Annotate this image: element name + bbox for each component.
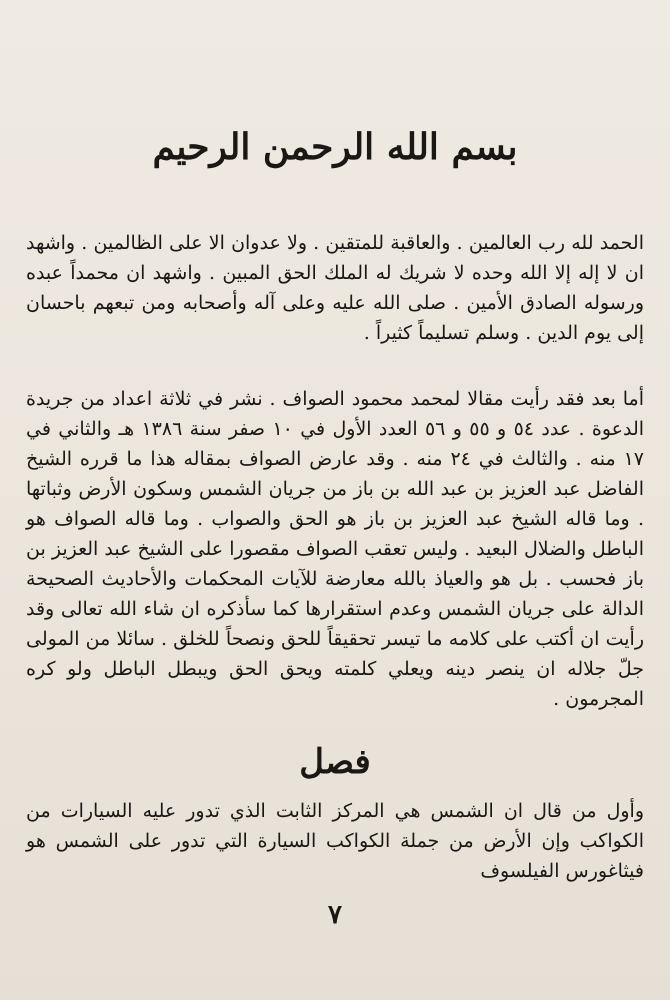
paragraph-section-start: وأول من قال ان الشمس هي المركز الثابت الذي تدور عليه السيارات من الكواكب وإن الأرض من جملة الكواكب السيارة التي تدور على الشمس هو فيثاغورس الفيلسوف	[26, 800, 644, 882]
section-heading: فصل	[299, 742, 371, 782]
paragraph-main-argument: أما بعد فقد رأيت مقالا لمحمد محمود الصواف . نشر في ثلاثة اعداد من جريدة الدعوة . عدد ٥٤ و ٥٥ و ٥٦ العدد الأول في ١٠ صفر سنة ١٣٨٦ هـ والثاني في ١٧ منه . والثالث في ٢٤ منه . وقد عارض الصواف بمقاله هذا ما قرره الشيخ الفاضل عبد العزيز بن عبد الله بن باز من جريان الشمس وسكون الأرض وثباتها . وما قاله الشيخ عبد العزيز بن باز هو الحق والصواب . وما قاله الصواف هو الباطل والضلال البعيد . وليس تعقب الصواف مقصورا على الشيخ عبد العزيز بن باز فحسب . بل هو والعياذ بالله معارضة للآيات المحكمات والأحاديث الصحيحة الدالة على جريان الشمس وعدم استقرارها كما سأذكره ان شاء الله تعالى وقد رأيت ان أكتب على كلامه ما تيسر تحقيقاً للحق ونصحاً للخلق . سائلا من المولى جلّ جلاله ان ينصر دينه ويعلي كلمته ويحق الحق ويبطل الباطل ولو كره المجرمون .	[26, 388, 645, 710]
page-number: ٧	[328, 900, 342, 930]
basmala-heading: بسم الله الرحمن الرحيم	[152, 126, 518, 168]
paragraph-opening-praise: الحمد لله رب العالمين . والعاقبة للمتقين . ولا عدوان الا على الظالمين . واشهد ان لا إله إلا الله وحده لا شريك له الملك الحق المبين . واشهد ان محمداً عبده ورسوله الصادق الأمين . صلى الله عليه وعلى آله وأصحابه ومن تبعهم باحسان إلى يوم الدين . وسلم تسليماً كثيراً .	[26, 232, 644, 344]
